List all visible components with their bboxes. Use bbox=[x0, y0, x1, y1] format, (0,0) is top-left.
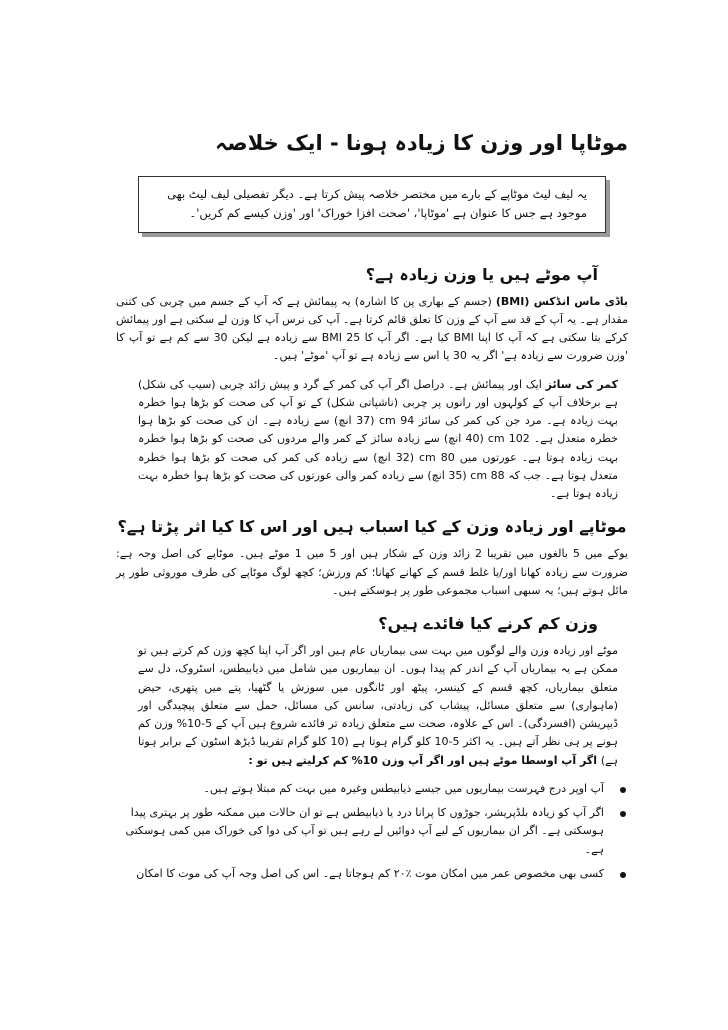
benefits-emphasis: اگر آپ اوسطا موٹے ہیں اور اگر آپ وزن 10% کم کرلیتے ہیں تو : bbox=[248, 753, 601, 767]
waist-term: کمر کی سائز bbox=[545, 377, 618, 391]
list-item: اگر آپ کو زیادہ بلڈپریشر، جوڑوں کا پرانا درد یا ذیابیطس ہے تو ان حالات میں ممکنہ طور پر بہتری پیدا ہوسکتی ہے۔ اگر ان بیماریوں کے لیے آپ دوائیں لے رہے ہیں تو آپ کی دوا کی خوراک میں کمی ہوسکتی ہے۔ bbox=[116, 804, 604, 859]
bmi-text: (جسم کے بھاری پن کا اشارہ) یہ پیمائش ہے کہ آپ کے جسم میں چربی کی کتنی مقدار ہے۔ یہ آپ کے قد سے آپ کے وزن کا تعلق قائم کرتا ہے۔ آپ کی نرس آپ کا وزن لے سکتی ہے اور پیمائش کرکے بتا سکتی ہے کہ آپ کا اپنا BMI کیا ہے۔ اگر آپ کا BMI 25 سے زیادہ ہے لیکن 30 سے کم ہے تو آپ کا 'وزن ضرورت سے زیادہ ہے' اگر یہ 30 یا اس سے زیادہ ہے تو آپ 'موٹے' ہیں۔ bbox=[116, 294, 628, 363]
benefits-list bbox=[116, 780, 628, 883]
bmi-term: باڈی ماس انڈکس (BMI) bbox=[495, 294, 629, 308]
causes-paragraph: یوکے میں 5 بالغوں میں تقریبا 2 زائد وزن کے شکار ہیں اور 5 میں 1 موٹے ہیں۔ موٹاپے کی اصل وجہ ہے: ضرورت سے زیادہ کھانا اور/یا غلط قسم کے کھانے کھانا؛ کم ورزش؛ کچھ لوگ موٹاپے کی طرف موروثی طور پر مائل ہوتے ہیں؛ یہ سبھی اسباب مجموعی طور پر ہوسکتے ہیں۔ bbox=[116, 547, 628, 597]
benefits-paragraph bbox=[116, 642, 628, 770]
list-item: کسی بھی مخصوص عمر میں امکان موت ٪۲۰ کم ہوجاتا ہے۔ اس کی اصل وجہ آپ کی موت کا امکان bbox=[116, 865, 604, 883]
section-heading-benefits: وزن کم کرنے کیا فائدے ہیں؟ bbox=[378, 614, 598, 634]
document-title: موٹاپا اور وزن کا زیادہ ہونا - ایک خلاصہ bbox=[215, 131, 628, 155]
waist-paragraph bbox=[116, 376, 628, 504]
section-heading-overweight: آپ موٹے ہیں یا وزن زیادہ ہے؟ bbox=[365, 264, 598, 284]
list-item: آپ اوپر درج فہرست بیماریوں میں جیسے ذیابیطس وغیرہ میں بہت کم مبتلا ہوتے ہیں۔ bbox=[116, 780, 604, 798]
waist-text: ایک اور پیمائش ہے۔ دراصل اگر آپ کی کمر کے گرد و پیش زائد چربی (سیب کی شکل) ہے برخلاف آپ کے کولہوں اور رانوں پر چربی (ناشپاتی شکل) کے تو آپ کی صحت کو بڑھا ہوا خطرہ بہت زیادہ ہے۔ مرد جن کی کمر کی سائز 94 cm (37 انچ) سے زیادہ ہے۔ ان کی صحت کو بڑھا ہوا خطرہ متعدل ہے۔ 102 cm (40 انچ) سے زیادہ سائز کے کمر والے مردوں کی صحت کو بڑھا ہوا خطرہ بہت زیادہ ہوتا ہے۔ عورتوں میں 80 cm (32 انچ) سے زیادہ کی کمر کی صحت کو بڑھا ہوا خطرہ متعدل ہوتا ہے۔ جب کہ 88 cm (35 انچ) سے زیادہ کمر والی عورتوں کی صحت کو بڑھا ہوا خطرہ بہت زیادہ ہوتا ہے۔ bbox=[138, 377, 619, 501]
benefits-text: موٹے اور زیادہ وزن والے لوگوں میں بہت سی بیماریاں عام ہیں اور اگر آپ اپنا کچھ وزن کم کرتے ہیں تو ممکن ہے یہ بیماریاں آپ کے اندر کم پیدا ہوں۔ ان بیماریوں میں شامل میں ذیابیطس، اسٹروک، دل سے متعلق بیماریاں، کچھ قسم کے کینسر، پیٹھ اور ٹانگوں میں سوزش یا گٹھیا، پتے میں پتھری، حیض (ماہواری) سے متعلق مسائل، پیشاب کی زیادتی، سانس کی مسائل، حمل سے متعلق پیچیدگی اور ڈیپریشن (افسردگی)۔ اس کے علاوہ، صحت سے متعلق زیادہ تر فائدے شروع ہیں آپ کے 5-10% وزن کم ہونے پر ہی نظر آتے ہیں۔ یہ اکثر 5-10 کلو گرام ہوتا ہے (10 کلو گرام تقریبا ڈیڑھ اسٹون کے برابر ہوتا ہے) bbox=[138, 644, 618, 767]
section-heading-causes: موٹاپے اور زیادہ وزن کے کیا اسباب ہیں اور اس کا کیا اثر پڑتا ہے؟ bbox=[117, 517, 627, 537]
summary-box bbox=[138, 176, 606, 233]
bmi-paragraph bbox=[116, 293, 628, 366]
summary-text: یہ لیف لیٹ موٹاپے کے بارے میں مختصر خلاصہ پیش کرتا ہے۔ دیگر تفصیلی لیف لیٹ بھی موجود ہے جس کا عنوان ہے 'موٹاپا'، 'صحت افزا خوراک' اور 'وزن کیسے کم کریں'۔ bbox=[167, 186, 587, 221]
